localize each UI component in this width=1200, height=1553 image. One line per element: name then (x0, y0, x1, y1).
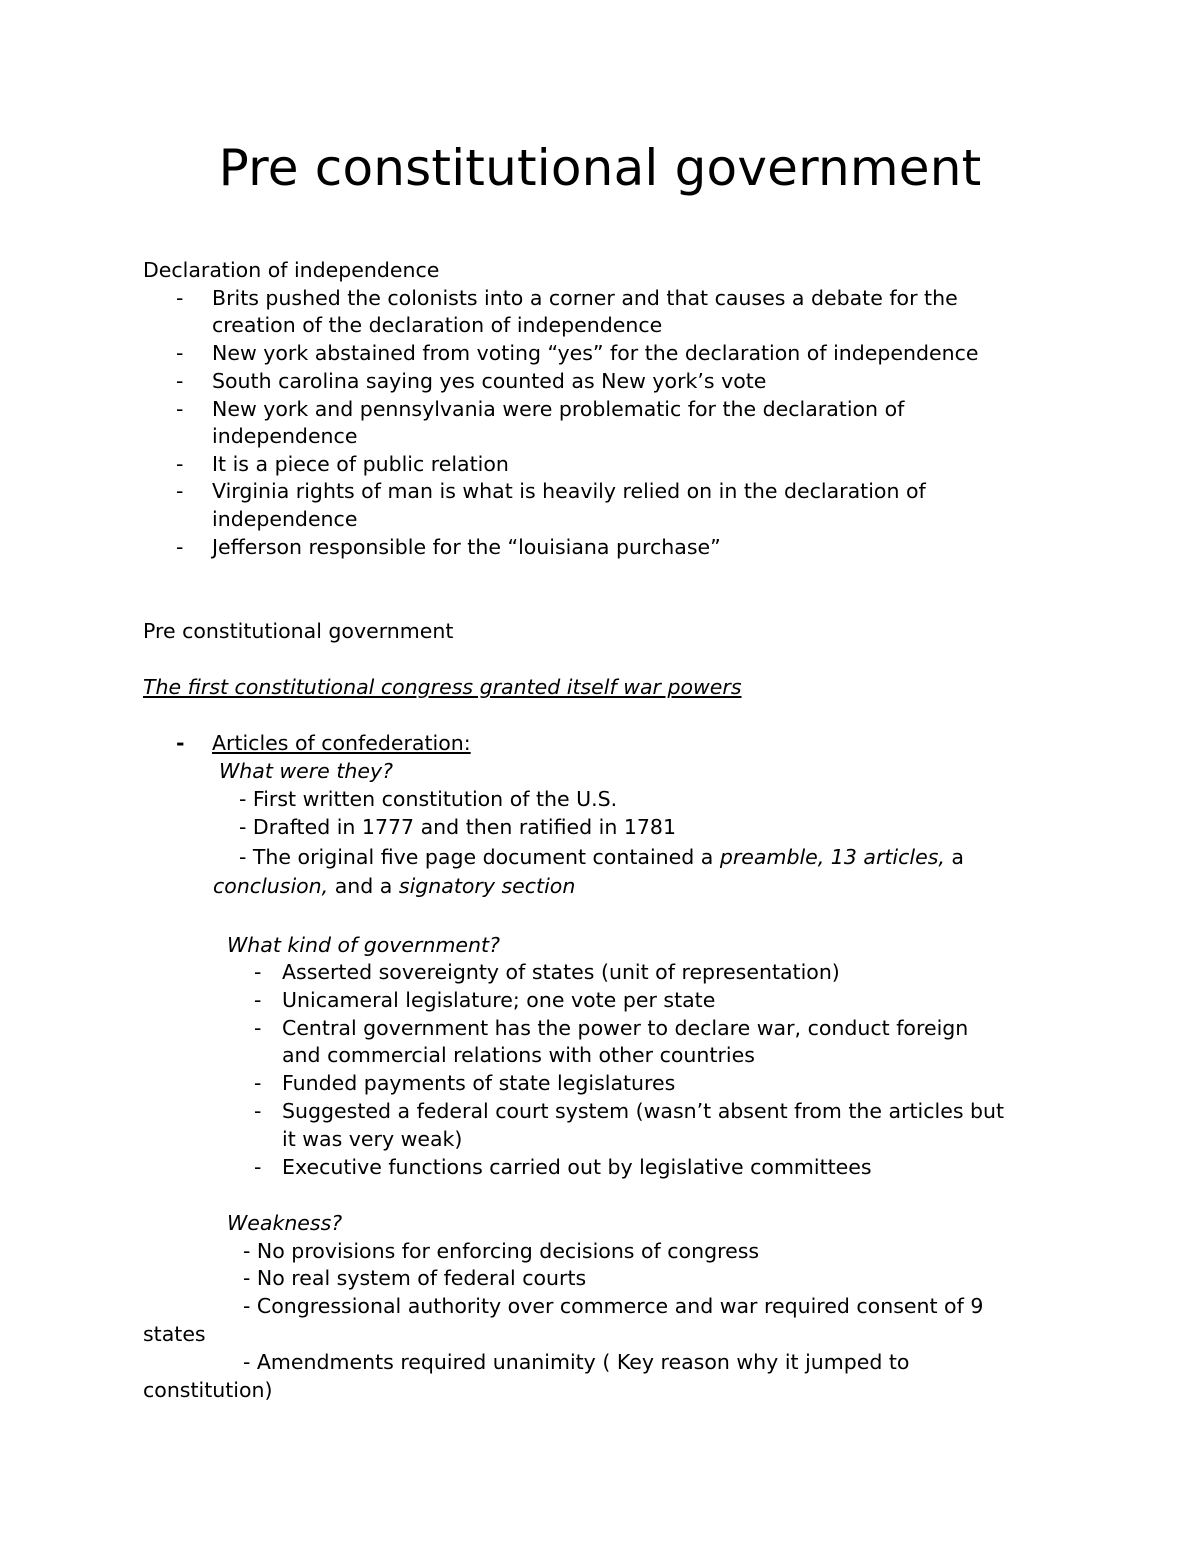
bullet-text: South carolina saying yes counted as New york’s vote (212, 369, 767, 393)
list-line: - Drafted in 1777 and then ratified in 1781 (239, 815, 677, 839)
bullet-dash: - (254, 1155, 262, 1179)
list-line: - Amendments required unanimity ( Key reason why it jumped to (243, 1350, 910, 1374)
bullet-text: Central government has the power to declare war, conduct foreign (282, 1016, 969, 1040)
section-subheading: The first constitutional congress granted itself war powers (143, 675, 742, 699)
bullet-dash: - (176, 479, 184, 503)
bullet-dash: - (254, 1099, 262, 1123)
list-line-text: - The original five page document contained a (239, 845, 720, 869)
what-were-they-heading: What were they? (219, 759, 393, 783)
bullet-dash: - (176, 286, 184, 310)
list-line: - Congressional authority over commerce and war required consent of 9 (243, 1294, 984, 1318)
bullet-text: and commercial relations with other countries (282, 1043, 755, 1067)
list-line: states (143, 1322, 206, 1346)
page-title: Pre constitutional government (218, 139, 982, 197)
bullet-dash: - (254, 1071, 262, 1095)
what-kind-heading: What kind of government? (227, 933, 500, 957)
list-line-emphasis: signatory section (398, 874, 576, 898)
bullet-text: Jefferson responsible for the “louisiana purchase” (212, 535, 721, 559)
list-line (213, 872, 575, 900)
bullet-dash: - (176, 341, 184, 365)
bullet-dash: - (176, 535, 184, 559)
bullet-dash: - (176, 452, 184, 476)
bullet-dash: - (176, 397, 184, 421)
list-line-emphasis: preamble, 13 articles, (719, 845, 945, 869)
bullet-text: independence (212, 424, 358, 448)
list-line: - No real system of federal courts (243, 1266, 587, 1290)
list-line (239, 843, 964, 871)
bullet-dash: - (176, 731, 185, 755)
bullet-text: creation of the declaration of independence (212, 313, 663, 337)
bullet-text: Funded payments of state legislatures (282, 1071, 676, 1095)
list-line: - No provisions for enforcing decisions of congress (243, 1239, 760, 1263)
bullet-text: Brits pushed the colonists into a corner and that causes a debate for the (212, 286, 958, 310)
bullet-dash: - (176, 369, 184, 393)
list-line: - First written constitution of the U.S. (239, 787, 618, 811)
bullet-dash: - (254, 1016, 262, 1040)
weakness-heading: Weakness? (227, 1211, 343, 1235)
bullet-dash: - (254, 988, 262, 1012)
list-line: constitution) (143, 1378, 273, 1402)
bullet-text: Suggested a federal court system (wasn’t absent from the articles but (282, 1099, 1005, 1123)
bullet-text: Asserted sovereignty of states (unit of representation) (282, 960, 840, 984)
articles-label: Articles of confederation: (212, 731, 471, 755)
bullet-text: Unicameral legislature; one vote per state (282, 988, 716, 1012)
bullet-text: New york and pennsylvania were problematic for the declaration of (212, 397, 905, 421)
list-line-text: a (944, 845, 964, 869)
bullet-text: Executive functions carried out by legislative committees (282, 1155, 872, 1179)
section-heading-pre-constitutional: Pre constitutional government (143, 619, 454, 643)
section-heading-declaration: Declaration of independence (143, 258, 440, 282)
bullet-text: it was very weak) (282, 1127, 463, 1151)
bullet-text: Virginia rights of man is what is heavily relied on in the declaration of (212, 479, 926, 503)
bullet-dash: - (254, 960, 262, 984)
list-line-emphasis: conclusion, (213, 874, 329, 898)
list-line-text: and a (328, 874, 399, 898)
bullet-text: It is a piece of public relation (212, 452, 509, 476)
bullet-text: independence (212, 507, 358, 531)
bullet-text: New york abstained from voting “yes” for the declaration of independence (212, 341, 979, 365)
